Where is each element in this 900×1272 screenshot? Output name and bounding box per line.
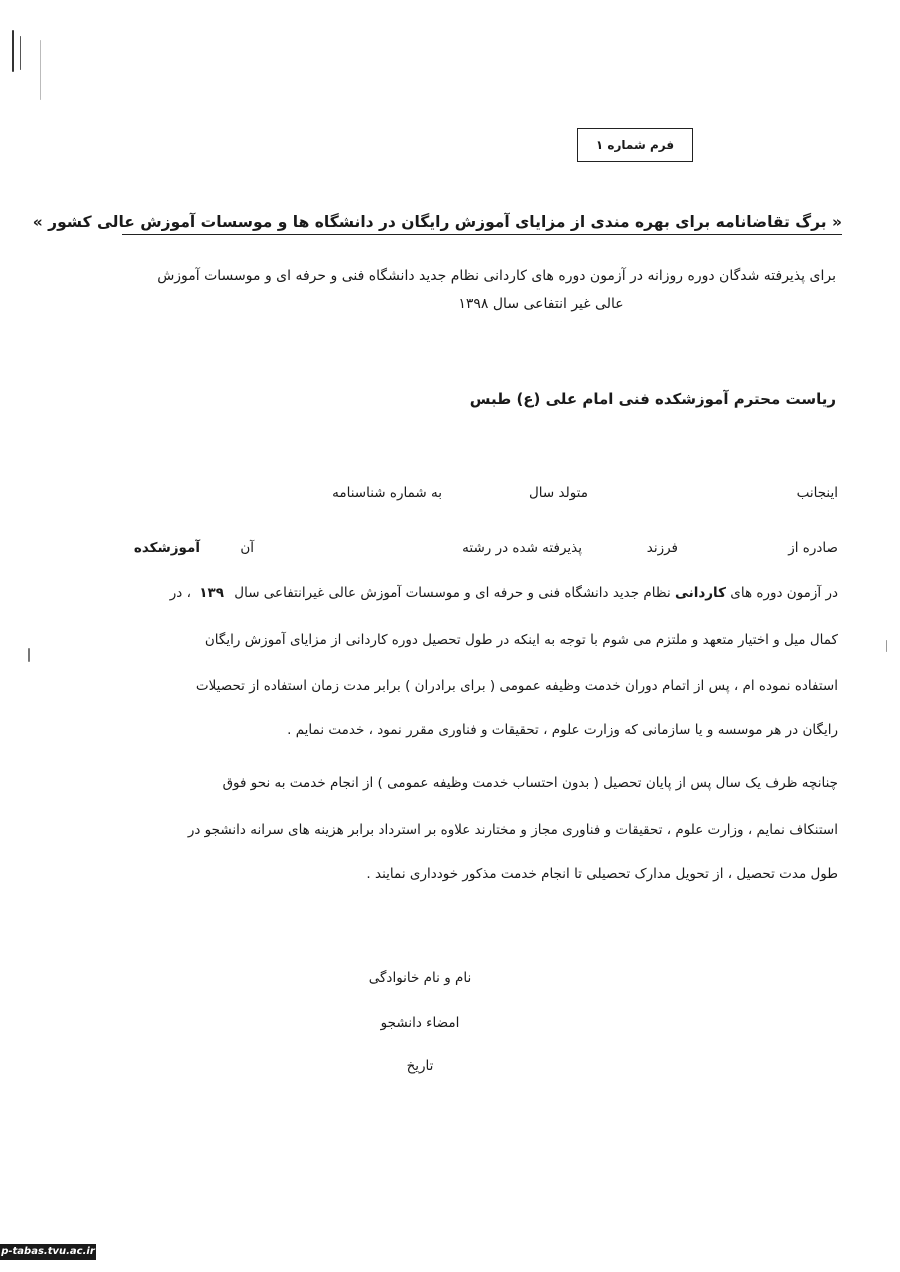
website-tag: p-tabas.tvu.ac.ir (0, 1244, 96, 1260)
document-title: « برگ تقاضانامه برای بهره مندی از مزایای آموزش رایگان در دانشگاه ها و موسسات آموزش عالی کشور » (122, 213, 842, 235)
body-paragraph-1-line-3: استفاده نموده ام ، پس از اتمام دوران خدمت وظیفه عمومی ( برای برادران ) برابر مدت زمان استفاده از تحصیلات (195, 678, 838, 694)
p1-l1-pre: در آزمون دوره های (730, 585, 838, 601)
scan-mark (40, 40, 41, 100)
body-paragraph-1-line-2: کمال میل و اختیار متعهد و ملتزم می شوم با توجه به اینکه در طول تحصیل دوره کاردانی از مزایای آموزش رایگان (204, 632, 838, 648)
signature-date: تاریخ (406, 1058, 434, 1074)
form-number-label: فرم شماره ۱ (595, 138, 675, 152)
p1-l1-post: ، در (169, 585, 191, 601)
body-paragraph-1-line-1 (170, 585, 838, 601)
scan-mark (20, 36, 21, 70)
field-accepted-major: پذیرفته شده در رشته (462, 540, 582, 556)
field-applicant: اینجانب (796, 485, 838, 501)
subtitle-line-2: عالی غیر انتفاعی سال ۱۳۹۸ (458, 296, 624, 312)
addressee: ریاست محترم آموزشکده فنی امام علی (ع) طبس (469, 390, 836, 408)
scan-mark (28, 648, 30, 662)
document-subtitle (126, 262, 836, 318)
subtitle-line-1: برای پذیرفته شدگان دوره روزانه در آزمون دوره های کاردانی نظام جدید دانشگاه فنی و حرفه ای و موسسات آموزش (157, 268, 836, 284)
field-born-year: متولد سال (528, 485, 588, 501)
field-college: آموزشکده (133, 540, 200, 556)
scan-mark (12, 30, 14, 72)
field-child-of: فرزند (646, 540, 678, 556)
body-paragraph-2-line-1: چنانچه ظرف یک سال پس از پایان تحصیل ( بدون احتساب خدمت وظیفه عمومی ) از انجام خدمت به نحو فوق (222, 775, 838, 791)
field-that: آن (240, 540, 254, 556)
field-issued-from: صادره از (788, 540, 838, 556)
body-paragraph-1-line-4: رایگان در هر موسسه و یا سازمانی که وزارت علوم ، تحقیقات و فناوری مقرر نمود ، خدمت نمایم . (287, 722, 838, 738)
form-number-box (577, 128, 693, 162)
p1-l1-year: ۱۳۹ (199, 585, 224, 601)
body-paragraph-2-line-2: استنکاف نمایم ، وزارت علوم ، تحقیقات و فناوری مجاز و مختارند علاوه بر استرداد برابر هزینه های سرانه دانشجو در (187, 822, 838, 838)
scan-mark (886, 640, 887, 652)
body-paragraph-2-line-3: طول مدت تحصیل ، از تحویل مدارک تحصیلی تا انجام خدمت مذکور خودداری نمایند . (366, 866, 838, 882)
p1-l1-bold: کاردانی (675, 585, 726, 601)
signature-name: نام و نام خانوادگی (368, 970, 472, 986)
signature-sign: امضاء دانشجو (380, 1015, 460, 1031)
p1-l1-mid: نظام جدید دانشگاه فنی و حرفه ای و موسسات آموزش عالی غیرانتفاعی سال (234, 585, 671, 601)
field-id-number: به شماره شناسنامه (332, 485, 442, 501)
